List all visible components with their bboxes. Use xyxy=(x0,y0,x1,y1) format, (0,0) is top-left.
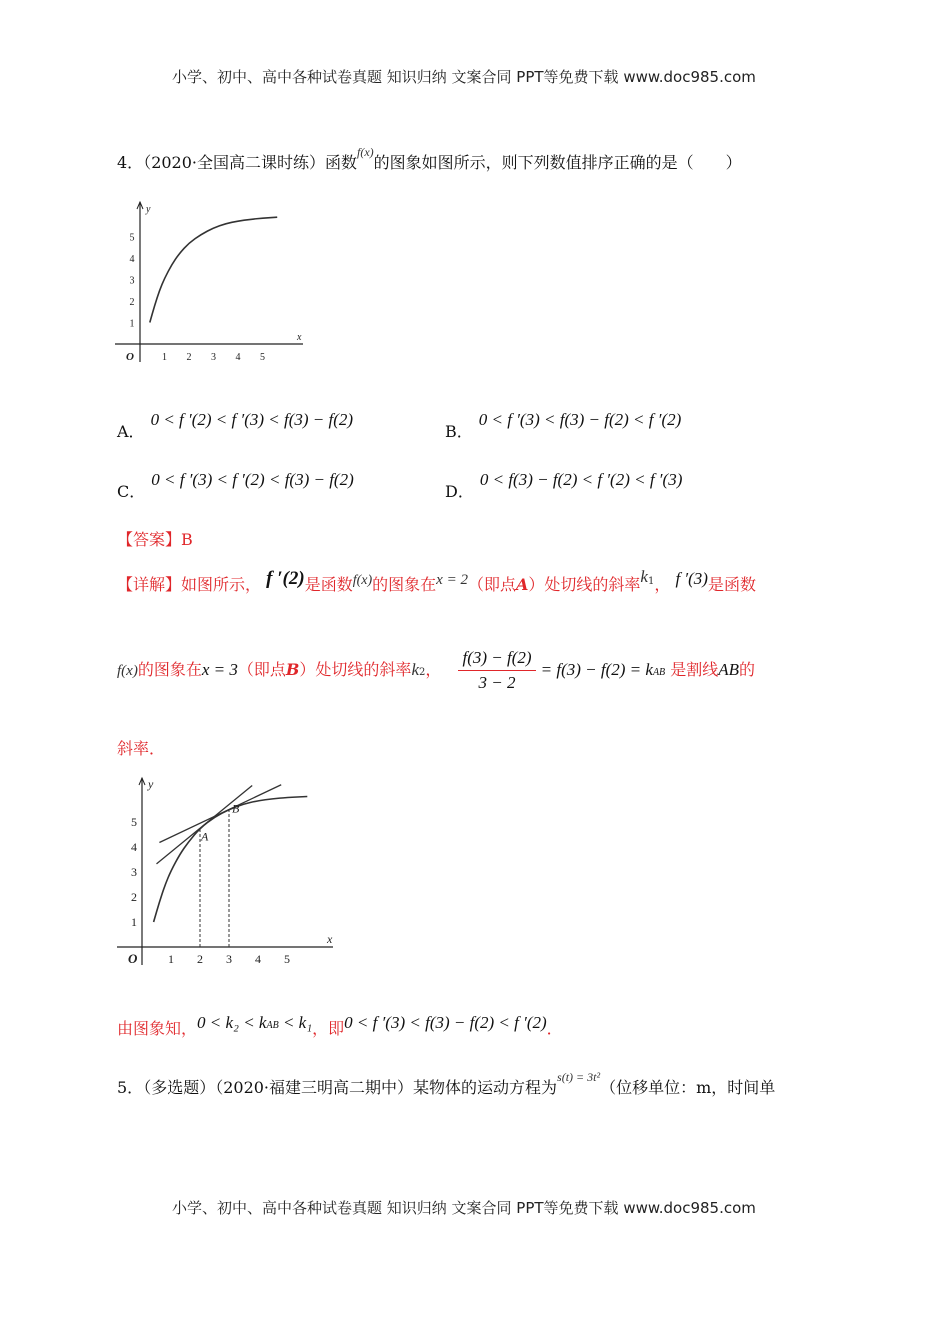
x-tick-label: 1 xyxy=(162,352,167,363)
option-c-expr: 0 < f ′(3) < f ′(2) < f(3) − f(2) xyxy=(151,470,354,489)
y-tick-label: 1 xyxy=(131,915,137,929)
detail-line-1: 【详解】如图所示， f ′(2)是函数f(x)的图象在x = 2（即点A）处切线的斜率$k^1$， f ′(3)是函数 xyxy=(117,567,756,594)
y-tick-label: 4 xyxy=(131,840,137,854)
motion-equation: s(t) = 3t² xyxy=(557,1070,601,1084)
y-tick-label: 4 xyxy=(129,254,135,265)
option-d-expr: 0 < f(3) − f(2) < f ′(2) < f ′(3) xyxy=(479,470,683,489)
tangent-line-a xyxy=(157,786,253,864)
y-tick-label: 2 xyxy=(131,890,137,904)
function-label: f(x) xyxy=(357,145,374,159)
y-axis-label: y xyxy=(146,204,151,215)
x-tick-label: 5 xyxy=(284,952,290,966)
x-tick-label: 3 xyxy=(211,352,216,363)
y-tick-label: 5 xyxy=(131,815,137,829)
x-tick-label: 5 xyxy=(260,352,265,363)
x-axis-label: x xyxy=(297,332,302,343)
option-b-expr: 0 < f ′(3) < f(3) − f(2) < f ′(2) xyxy=(478,410,682,429)
x-tick-label: 2 xyxy=(197,952,203,966)
function-curve xyxy=(154,797,308,923)
question-number: 4． xyxy=(117,153,144,172)
question-4-stem: 4．（2020·全国高二课时练）函数$^{f(x)}$的图象如图所示，则下列数值排序正确的是（ ） xyxy=(117,145,742,172)
origin-label: O xyxy=(126,351,134,363)
answer-value: B xyxy=(181,530,193,549)
point-b-label: B xyxy=(232,801,240,816)
x-tick-label: 4 xyxy=(235,352,241,363)
detail-line-3: 斜率． xyxy=(117,739,166,758)
point-a-label: A xyxy=(201,829,209,844)
y-tick-label: 2 xyxy=(129,297,135,308)
question-source: （2020·全国高二课时练） xyxy=(143,153,325,172)
function-curve xyxy=(150,217,277,322)
function-graph-2 xyxy=(108,770,358,980)
page-footer: 小学、初中、高中各种试卷真题 知识归纳 文案合同 PPT等免费下载 www.doc985.com xyxy=(172,1199,756,1217)
y-axis-label: y xyxy=(148,777,154,791)
option-a[interactable]: A．0 < f ′(2) < f ′(3) < f(3) − f(2) xyxy=(117,410,354,441)
x-axis-label: x xyxy=(327,932,333,946)
question-5-stem: 5．（多选题）（2020·福建三明高二期中）某物体的运动方程为$^{s(t) = 3t^2}$（位移单位：m，时间单 xyxy=(117,1070,776,1097)
option-d[interactable]: D．0 < f(3) − f(2) < f ′(2) < f ′(3) xyxy=(445,470,683,501)
answer-line: 【答案】B xyxy=(117,530,193,549)
y-tick-label: 3 xyxy=(131,865,137,879)
x-tick-label: 1 xyxy=(168,952,174,966)
x-tick-label: 3 xyxy=(226,952,232,966)
conclusion-line: 由图象知，$0 < k_2 < k^{AB} < k_1$，即0 < f ′(3) < f(3) − f(2) < f ′(2)． xyxy=(117,1013,563,1038)
y-tick-label: 5 xyxy=(129,232,135,244)
origin-label: O xyxy=(128,951,138,966)
page-header: 小学、初中、高中各种试卷真题 知识归纳 文案合同 PPT等免费下载 www.doc985.com xyxy=(172,68,756,86)
x-tick-label: 2 xyxy=(186,352,192,363)
fraction: $\frac{f(3) - f(2)}{3 - 2}$ xyxy=(458,648,535,693)
option-a-expr: 0 < f ′(2) < f ′(3) < f(3) − f(2) xyxy=(150,410,354,429)
function-graph-1 xyxy=(108,196,318,376)
y-tick-label: 1 xyxy=(129,318,135,330)
y-tick-label: 3 xyxy=(129,275,135,287)
detail-line-2: f(x)的图象在x = 3（即点B）处切线的斜率k2， $\frac{f(3) - f(2)}{3 - 2}$ = f(3) − f(2) = kAB 是割线AB的 xyxy=(117,648,756,692)
tangent-line-b xyxy=(159,785,281,843)
option-b[interactable]: B．0 < f ′(3) < f(3) − f(2) < f ′(2) xyxy=(445,410,682,441)
option-c[interactable]: C．0 < f ′(3) < f ′(2) < f(3) − f(2) xyxy=(117,470,354,501)
x-tick-label: 4 xyxy=(255,952,261,966)
